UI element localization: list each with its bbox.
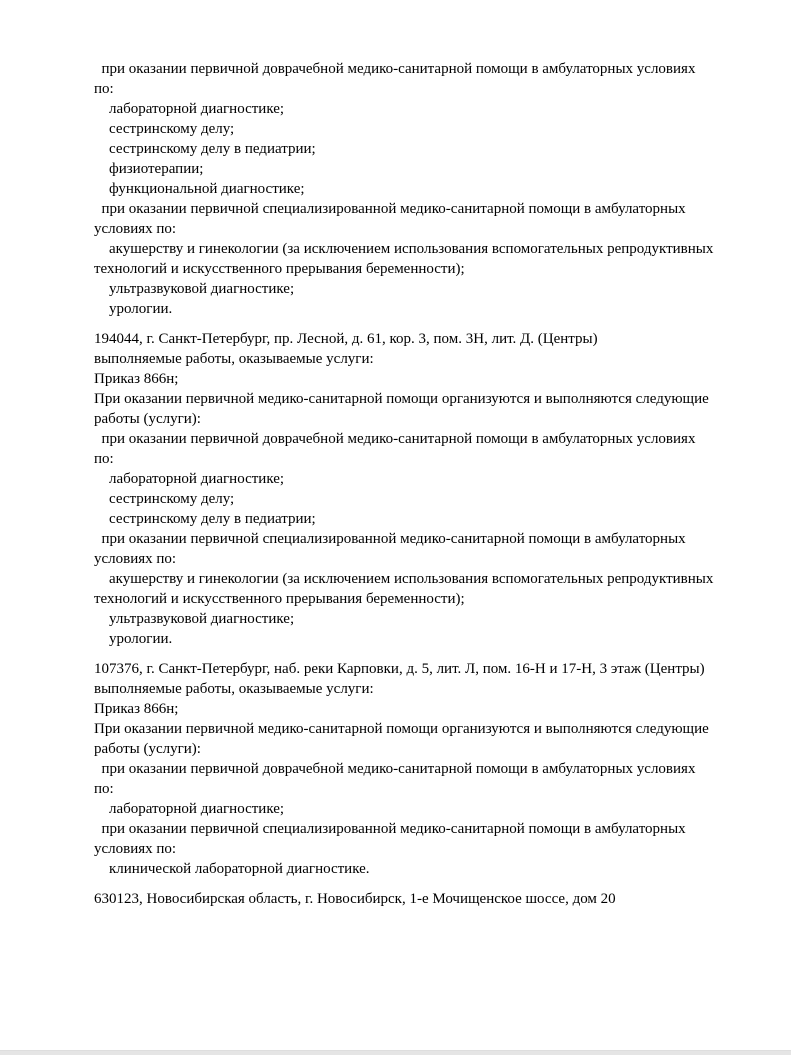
document-line: работы (услуги):	[94, 411, 201, 427]
document-line: при оказании первичной доврачебной медико-санитарной помощи в амбулаторных условиях	[94, 61, 696, 77]
document-line: При оказании первичной медико-санитарной помощи организуются и выполняются следующие	[94, 391, 709, 407]
document-line: по:	[94, 781, 114, 797]
document-line: по:	[94, 81, 114, 97]
document-line: при оказании первичной доврачебной медико-санитарной помощи в амбулаторных условиях	[94, 761, 696, 777]
license-works-block-continued	[94, 59, 764, 319]
document-line: сестринскому делу;	[94, 121, 235, 137]
document-line: клинической лабораторной диагностике.	[94, 861, 370, 877]
document-line: лабораторной диагностике;	[94, 471, 285, 487]
document-line: сестринскому делу в педиатрии;	[94, 511, 316, 527]
document-line: Приказ 866н;	[94, 371, 179, 387]
document-line: 194044, г. Санкт-Петербург, пр. Лесной, д. 61, кор. 3, пом. 3Н, лит. Д. (Центры)	[94, 331, 598, 347]
document-line: технологий и искусственного прерывания беременности);	[94, 591, 465, 607]
document-line: ультразвуковой диагностике;	[94, 281, 295, 297]
document-line: 630123, Новосибирская область, г. Новосибирск, 1-е Мочищенское шоссе, дом 20	[94, 891, 616, 907]
document-line: выполняемые работы, оказываемые услуги:	[94, 351, 374, 367]
document-line: выполняемые работы, оказываемые услуги:	[94, 681, 374, 697]
document-line: урологии.	[94, 301, 173, 317]
document-line: при оказании первичной специализированной медико-санитарной помощи в амбулаторных	[94, 201, 686, 217]
address-block-karpovka	[94, 659, 764, 879]
bottom-divider	[0, 1050, 791, 1055]
document-line: При оказании первичной медико-санитарной помощи организуются и выполняются следующие	[94, 721, 709, 737]
document-line: технологий и искусственного прерывания беременности);	[94, 261, 465, 277]
document-line: акушерству и гинекологии (за исключением использования вспомогательных репродуктивных	[94, 241, 714, 257]
document-line: сестринскому делу в педиатрии;	[94, 141, 316, 157]
document-line: 107376, г. Санкт-Петербург, наб. реки Карповки, д. 5, лит. Л, пом. 16-Н и 17-Н, 3 этаж (Центры)	[94, 661, 705, 677]
document-line: условиях по:	[94, 551, 177, 567]
document-line: урологии.	[94, 631, 173, 647]
document-line: условиях по:	[94, 841, 177, 857]
document-line: по:	[94, 451, 114, 467]
document-line: Приказ 866н;	[94, 701, 179, 717]
document-line: при оказании первичной специализированной медико-санитарной помощи в амбулаторных	[94, 821, 686, 837]
document-line: лабораторной диагностике;	[94, 101, 285, 117]
document-line: акушерству и гинекологии (за исключением использования вспомогательных репродуктивных	[94, 571, 714, 587]
document-line: ультразвуковой диагностике;	[94, 611, 295, 627]
document-line: работы (услуги):	[94, 741, 201, 757]
address-block-novosibirsk	[94, 889, 764, 909]
license-text	[94, 59, 764, 909]
document-line: при оказании первичной специализированной медико-санитарной помощи в амбулаторных	[94, 531, 686, 547]
document-line: функциональной диагностике;	[94, 181, 305, 197]
document-line: сестринскому делу;	[94, 491, 235, 507]
document-line: физиотерапии;	[94, 161, 204, 177]
address-block-lesnoy	[94, 329, 764, 649]
document-line: при оказании первичной доврачебной медико-санитарной помощи в амбулаторных условиях	[94, 431, 696, 447]
document-line: условиях по:	[94, 221, 177, 237]
document-line: лабораторной диагностике;	[94, 801, 285, 817]
